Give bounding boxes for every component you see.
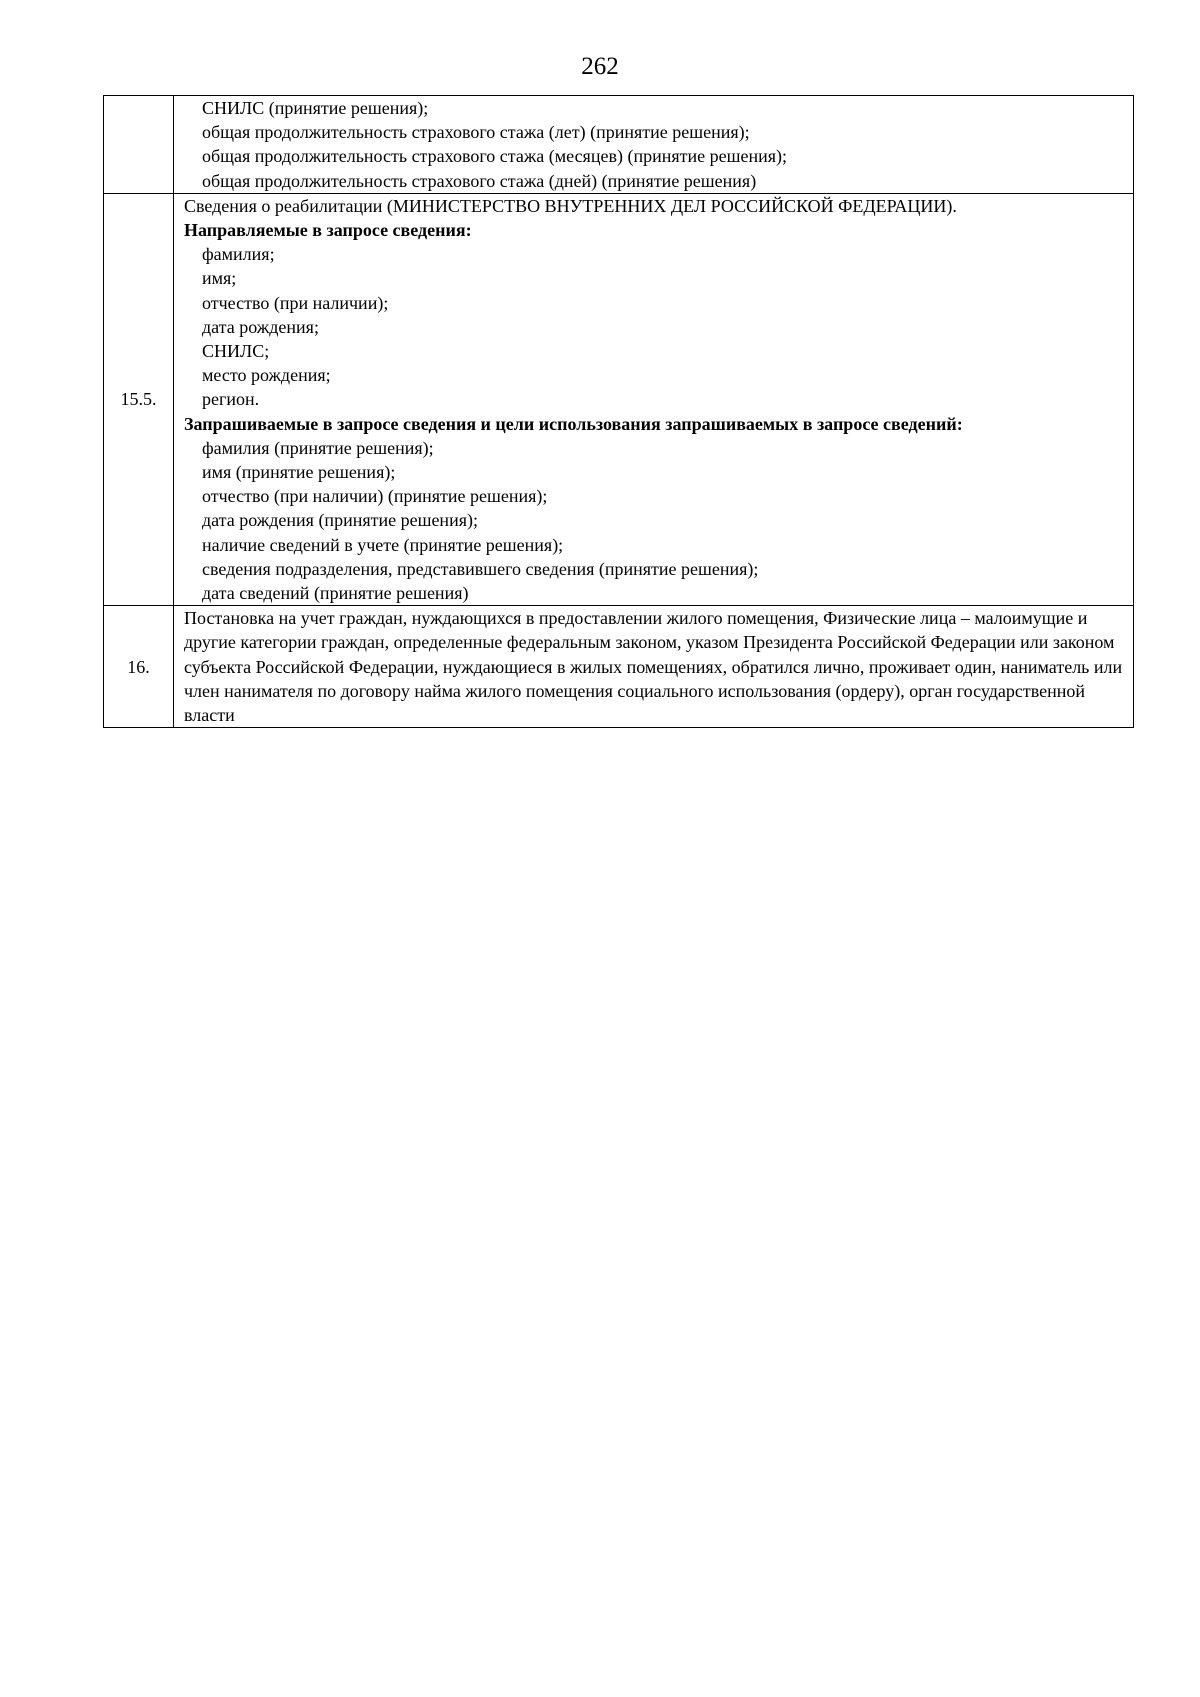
- content-line: дата рождения (принятие решения);: [202, 510, 478, 531]
- section-heading: Направляемые в запросе сведения:: [184, 220, 472, 241]
- row-content-cell: [174, 96, 1134, 194]
- content-line: имя;: [202, 268, 237, 289]
- content-line: отчество (при наличии);: [202, 292, 389, 313]
- content-line: место рождения;: [202, 365, 331, 386]
- table-body: [104, 96, 1134, 728]
- content-line: СНИЛС;: [202, 341, 270, 362]
- content-line: регион.: [202, 389, 260, 410]
- content-line: общая продолжительность страхового стажа (месяцев) (принятие решения);: [202, 146, 787, 167]
- content-line: фамилия (принятие решения);: [202, 437, 434, 458]
- row-number-cell: 15.5.: [104, 193, 174, 605]
- content-line: сведения подразделения, представившего сведения (принятие решения);: [202, 558, 759, 579]
- row-content-cell: [174, 193, 1134, 605]
- content-line: дата рождения;: [202, 316, 319, 337]
- content-paragraph: Постановка на учет граждан, нуждающихся в предоставлении жилого помещения, Физические лица – малоимущие и другие категории граждан, определенные федеральным законом, указом Президента Российской Федерации или законом субъекта Российской Федерации, нуждающиеся в жилых помещениях, обратился лично, проживает один, наниматель или член нанимателя по договору найма жилого помещения социального использования (ордеру), орган государственной власти: [184, 608, 1123, 726]
- content-line: дата сведений (принятие решения): [202, 583, 469, 604]
- content-line: фамилия;: [202, 244, 275, 265]
- section-heading: Запрашиваемые в запросе сведения и цели использования запрашиваемых в запросе сведений:: [184, 413, 963, 434]
- document-table: [103, 95, 1134, 728]
- table-row: [104, 606, 1134, 728]
- table-row: [104, 96, 1134, 194]
- content-line: Сведения о реабилитации (МИНИСТЕРСТВО ВНУТРЕННИХ ДЕЛ РОССИЙСКОЙ ФЕДЕРАЦИИ).: [184, 195, 957, 216]
- row-content-cell: [174, 606, 1134, 728]
- content-line: СНИЛС (принятие решения);: [202, 98, 429, 118]
- row-number-cell: [104, 96, 174, 194]
- content-line: наличие сведений в учете (принятие решения);: [202, 534, 564, 555]
- content-line: общая продолжительность страхового стажа (дней) (принятие решения): [202, 170, 757, 191]
- content-line: отчество (при наличии) (принятие решения);: [202, 486, 548, 507]
- table-row: [104, 193, 1134, 605]
- page-number: 262: [581, 53, 619, 80]
- content-line: имя (принятие решения);: [202, 462, 396, 483]
- row-number-cell: 16.: [104, 606, 174, 728]
- content-line: общая продолжительность страхового стажа (лет) (принятие решения);: [202, 122, 750, 143]
